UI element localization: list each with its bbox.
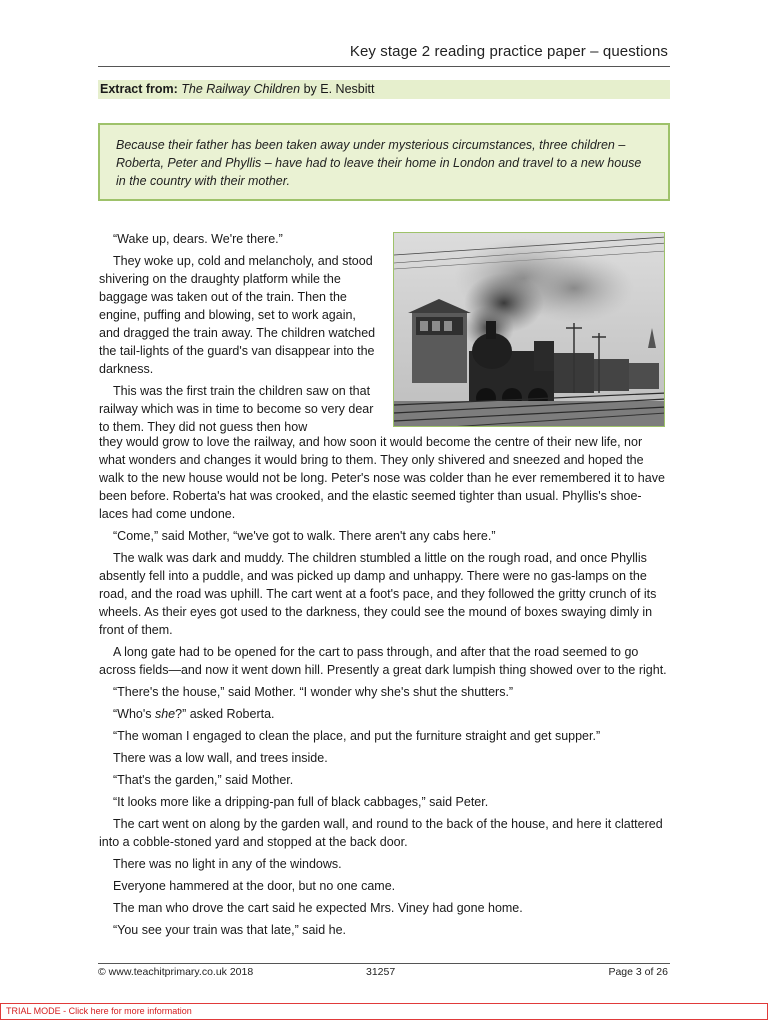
story-paragraph: “That's the garden,” said Mother. [113, 773, 294, 787]
trial-mode-banner-link[interactable]: TRIAL MODE - Click here for more information [0, 1003, 768, 1020]
story-paragraph: The man who drove the cart said he expected Mrs. Viney had gone home. [113, 901, 523, 915]
story-paragraph: The walk was dark and muddy. The children stumbled a little on the rough road, and once Phyllis absently fell into a puddle, and was picked up damp and unhappy. There were no gas-lamps on the road, and the road was uphill. The cart went at a foot's pace, and they followed the gritty crunch of its wheels. As their eyes got used to the darkness, they could see the mound of boxes swaying dimly in front of them. [99, 551, 657, 637]
wrapped-text-column [99, 230, 379, 436]
story-paragraph: “Wake up, dears. We're there.” [113, 232, 283, 246]
page-header-title: Key stage 2 reading practice paper – questions [349, 43, 668, 60]
extract-author: by E. Nesbitt [303, 82, 375, 96]
story-paragraph: “You see your train was that late,” said he. [113, 923, 347, 937]
header-divider [98, 66, 670, 67]
story-paragraph: There was a low wall, and trees inside. [113, 751, 328, 765]
story-paragraph: A long gate had to be opened for the cart to pass through, and after that the road seemed to go across fields—and now it went down hill. Presently a great dark lumpish thing showed over to the right. [99, 645, 667, 677]
footer-resource-id: 31257 [366, 966, 396, 978]
story-paragraph: they would grow to love the railway, and how soon it would become the centre of their new life, nor what wonders and changes it would bring to them. They only shivered and sneezed and hoped the walk to the new house would not be long. Peter's nose was colder than he ever remembered it to have been before. Roberta's hat was crooked, and the elastic seemed tighter than usual. Phyllis's shoe-laces had come undone. [99, 435, 665, 521]
steam-train-photo [393, 232, 665, 427]
dialogue-text: “Who's [113, 707, 155, 721]
extract-source-bar [98, 80, 670, 99]
intro-summary-box: Because their father has been taken away under mysterious circumstances, three children – Roberta, Peter and Phyllis – have had to leave their home in London and travel to a new house in the country with their mother. [98, 123, 670, 201]
extract-label: Extract from: [100, 82, 178, 96]
story-paragraph: The cart went on along by the garden wall, and round to the back of the house, and here it clattered into a cobble-stoned yard and stopped at the back door. [99, 817, 663, 849]
story-paragraph: “Come,” said Mother, “we've got to walk. There aren't any cabs here.” [113, 529, 496, 543]
story-paragraph: “The woman I engaged to clean the place, and put the furniture straight and get supper.” [113, 729, 601, 743]
story-paragraph: “It looks more like a dripping-pan full of black cabbages,” said Peter. [113, 795, 489, 809]
story-paragraph-whos-she [99, 705, 667, 723]
story-paragraph: Everyone hammered at the door, but no one came. [113, 879, 396, 893]
footer-divider [98, 963, 670, 964]
story-paragraph: They woke up, cold and melancholy, and stood shivering on the draughty platform while the baggage was taken out of the train. Then the engine, puffing and blowing, set to work again, and dragged the train away. The children watched the tail-lights of the guard's van disappear into the darkness. [99, 254, 376, 376]
footer-copyright: © www.teachitprimary.co.uk 2018 [98, 966, 254, 978]
emphasis-text: she [154, 707, 176, 721]
extract-book-title: The Railway Children [181, 82, 301, 96]
story-paragraph: This was the first train the children saw on that railway which was in time to become so very dear to them. They did not guess then how [99, 384, 374, 434]
story-paragraph: There was no light in any of the windows. [113, 857, 342, 871]
story-paragraph: “There's the house,” said Mother. “I wonder why she's shut the shutters.” [113, 685, 514, 699]
dialogue-text: ?” asked Roberta. [175, 707, 275, 721]
footer-page-number: Page 3 of 26 [608, 966, 668, 978]
main-text-column [99, 433, 667, 943]
